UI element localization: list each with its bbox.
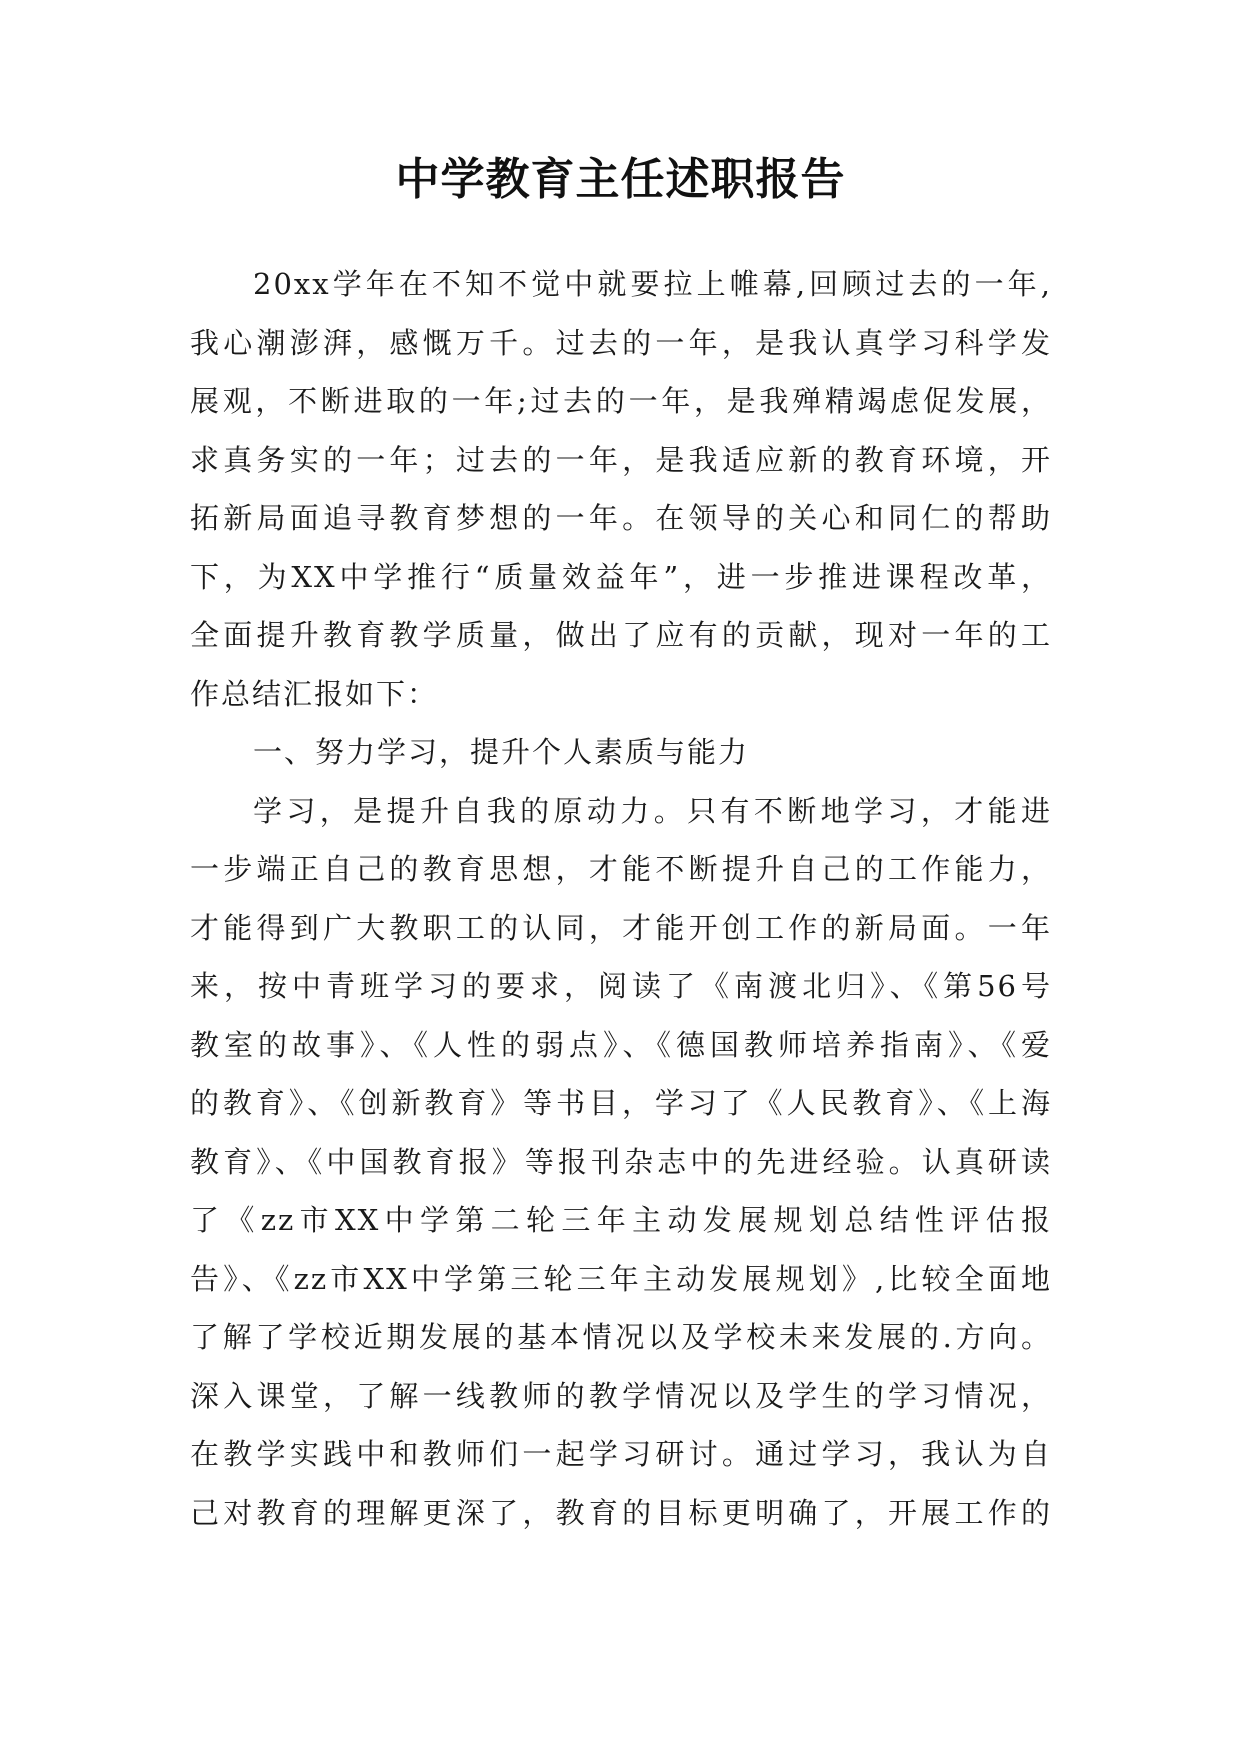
paragraph-line: 了《zz市XX中学第二轮三年主动发展规划总结性评估报 — [190, 1203, 1052, 1237]
document-body — [190, 255, 1052, 1542]
paragraph-line: 我心潮澎湃，感慨万千。过去的一年，是我认真学习科学发 — [190, 325, 1052, 360]
paragraph-line: 教育》、《中国教育报》等报刊杂志中的先进经验。认真研读 — [190, 1144, 1052, 1179]
paragraph-line: 展观，不断进取的一年;过去的一年，是我殚精竭虑促发展， — [190, 384, 1052, 418]
paragraph-line: 教室的故事》、《人性的弱点》、《德国教师培养指南》、《爱 — [190, 1027, 1052, 1062]
section-heading: 一、努力学习，提升个人素质与能力 — [253, 735, 750, 769]
paragraph-line: 了解了学校近期发展的基本情况以及学校未来发展的.方向。 — [190, 1320, 1052, 1354]
document-title: 中学教育主任述职报告 — [395, 154, 846, 205]
paragraph-line: 己对教育的理解更深了，教育的目标更明确了，开展工作的 — [190, 1495, 1052, 1530]
paragraph-line: 求真务实的一年；过去的一年，是我适应新的教育环境，开 — [190, 442, 1052, 477]
paragraph-line: 的教育》、《创新教育》等书目，学习了《人民教育》、《上海 — [190, 1086, 1052, 1120]
paragraph-line: 在教学实践中和教师们一起学习研讨。通过学习，我认为自 — [190, 1437, 1052, 1471]
paragraph-line: 下，为XX中学推行“质量效益年”，进一步推进课程改革， — [190, 559, 1052, 594]
paragraph-line: 拓新局面追寻教育梦想的一年。在领导的关心和同仁的帮助 — [190, 501, 1052, 535]
paragraph-line: 一步端正自己的教育思想，才能不断提升自己的工作能力， — [190, 852, 1052, 886]
paragraph-line: 深入课堂，了解一线教师的教学情况以及学生的学习情况， — [190, 1378, 1052, 1413]
paragraph-line: 告》、《zz市XX中学第三轮三年主动发展规划》,比较全面地 — [190, 1261, 1052, 1296]
paragraph-line: 学习，是提升自我的原动力。只有不断地学习，才能进 — [253, 793, 1052, 828]
paragraph-line: 作总结汇报如下： — [190, 676, 439, 711]
paragraph-line: 才能得到广大教职工的认同，才能开创工作的新局面。一年 — [190, 910, 1052, 945]
paragraph-line: 来，按中青班学习的要求，阅读了《南渡北归》、《第56号 — [190, 969, 1052, 1003]
paragraph-line: 全面提升教育教学质量，做出了应有的贡献，现对一年的工 — [190, 618, 1052, 652]
paragraph-line: 20xx学年在不知不觉中就要拉上帷幕,回顾过去的一年, — [253, 267, 1052, 301]
